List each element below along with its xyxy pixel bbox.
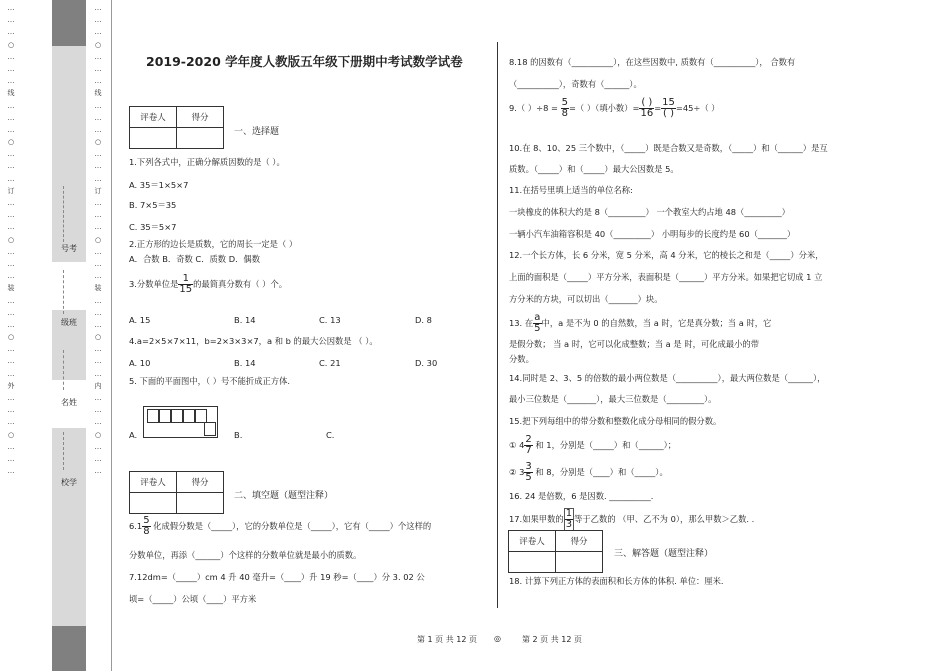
- question-9: [509, 98, 720, 119]
- question-3: [129, 274, 287, 295]
- cube-net-square: [183, 409, 195, 423]
- score-table-1: [129, 106, 224, 149]
- question-6-suffix: 化成假分数是（_____），它的分数单位是（_____），它有（_____）个这样的: [150, 521, 432, 531]
- question-5-option-a: A.: [129, 430, 138, 440]
- binding-mark: …: [7, 308, 15, 317]
- binding-mark: …: [7, 101, 15, 110]
- binding-mark: ○: [7, 333, 15, 342]
- fraction-1-3: [564, 508, 574, 531]
- question-9-equals: =: [654, 103, 662, 113]
- binding-mark: 线: [7, 89, 15, 98]
- question-2: 2.正方形的边长是质数，它的周长一定是（ ）: [129, 239, 298, 249]
- binding-mark: …: [94, 406, 102, 415]
- question-7: 7.12dm=（_____）cm 4 升 40 毫升=（____）升 19 秒=（____）分 3. 02 公: [129, 572, 425, 582]
- binding-mark: …: [7, 467, 15, 476]
- binding-mark: …: [7, 272, 15, 281]
- cube-net-square: [195, 409, 207, 423]
- cube-net-square: [171, 409, 183, 423]
- question-15: 15.把下列每组中的带分数和整数化成分母相同的假分数。: [509, 416, 722, 426]
- question-4-option-d: D. 30: [415, 358, 438, 368]
- binding-mark: …: [7, 406, 15, 415]
- fraction-denominator: 7: [525, 445, 532, 456]
- fraction-denominator: 15: [179, 284, 193, 295]
- binding-mark: 内: [94, 381, 102, 390]
- binding-mark: …: [7, 199, 15, 207]
- binding-mark: …: [94, 296, 102, 305]
- question-9-middle: =（ ）（填小数）=: [568, 103, 640, 113]
- binding-mark: …: [94, 418, 102, 427]
- binding-mark: …: [7, 223, 15, 232]
- question-15-item-2-suffix: 和 8，分别是（____）和（_____）。: [532, 467, 668, 477]
- binding-mark: 订: [7, 186, 15, 195]
- binding-mark: …: [94, 394, 102, 402]
- binding-mark: ○: [94, 333, 102, 342]
- binding-mark: ○: [94, 430, 102, 439]
- binding-mark: …: [7, 64, 15, 73]
- binding-mark: …: [7, 394, 15, 402]
- binding-mark: …: [7, 28, 15, 37]
- binding-marks-left: [5, 2, 17, 477]
- question-15-item-1-suffix: 和 1，分别是（_____）和（______）；: [532, 440, 677, 450]
- score-table-header-score: 得分: [177, 472, 224, 493]
- question-5-option-b: B.: [234, 430, 243, 440]
- score-table-header-grader: 评卷人: [130, 472, 177, 493]
- binding-mark: …: [94, 211, 102, 220]
- binding-mark: …: [94, 467, 102, 476]
- fraction-a-5: [533, 313, 541, 334]
- binding-mark: …: [94, 320, 102, 329]
- question-9-prefix: 9.（ ）÷8 =: [509, 103, 558, 113]
- fraction-denominator: 8: [561, 108, 568, 119]
- binding-mark: …: [7, 125, 15, 134]
- fraction-15-blank: [661, 98, 676, 119]
- field-label-exam-number: 号考: [61, 244, 77, 253]
- binding-mark: …: [7, 162, 15, 171]
- binding-mark: …: [7, 259, 15, 268]
- binding-strip-top: [52, 0, 86, 46]
- binding-mark: ○: [7, 235, 15, 244]
- question-6: [129, 516, 431, 537]
- fraction-3-5: [524, 462, 532, 483]
- binding-mark: 外: [7, 381, 15, 390]
- binding-mark: 线: [94, 89, 102, 98]
- score-table-cell[interactable]: [130, 128, 177, 149]
- question-11-item-b: 一辆小汽车油箱容积是 40（_________） 小明每步的长度约是 60（_______）: [509, 229, 796, 239]
- fraction-denominator: 3: [565, 519, 573, 530]
- question-2-options: A．合数 B．奇数 C．质数 D．偶数: [129, 254, 261, 264]
- score-table-3: [508, 530, 603, 573]
- binding-mark: …: [94, 64, 102, 73]
- fraction-numerator: a: [534, 312, 541, 323]
- binding-mark: …: [7, 150, 15, 159]
- binding-mark: …: [7, 211, 15, 220]
- question-5: 5. 下面的平面图中，（ ）号不能折成正方体.: [129, 376, 291, 386]
- fraction-denominator: 5: [525, 472, 532, 483]
- question-3-suffix: 的最简真分数有（ ）个。: [193, 279, 288, 289]
- cube-net-square: [204, 422, 216, 436]
- binding-mark: …: [7, 296, 15, 305]
- field-line-2: [63, 270, 76, 314]
- score-table-cell[interactable]: [509, 552, 556, 573]
- binding-mark: …: [94, 199, 102, 207]
- question-7-line-2: 顷=（_____）公顷（____）平方米: [129, 594, 257, 604]
- score-table-cell[interactable]: [556, 552, 603, 573]
- binding-mark: …: [94, 454, 102, 463]
- question-17-suffix: 等于乙数的 （甲、乙不为 0），那么甲数＞乙数. .: [574, 514, 755, 524]
- score-table-header-score: 得分: [177, 107, 224, 128]
- fraction-numerator: 15: [662, 97, 675, 108]
- fraction-numerator: ( ): [641, 97, 653, 108]
- question-8-line-2: （__________），奇数有（______）。: [509, 79, 642, 89]
- binding-mark: ○: [7, 40, 15, 49]
- binding-mark: ○: [7, 138, 15, 147]
- fraction-numerator: 5: [143, 515, 150, 526]
- question-4-option-c: C. 21: [319, 358, 341, 368]
- question-10-line-2: 质数。（_____）和（_____）最大公因数是 5。: [509, 164, 679, 174]
- binding-mark: 装: [94, 284, 102, 293]
- question-3-prefix: 3.分数单位是: [129, 279, 179, 289]
- page-footer-right: 第 2 页 共 12 页: [522, 635, 582, 644]
- question-15-item-1-prefix: ① 4: [509, 440, 525, 450]
- score-table-header-grader: 评卷人: [509, 531, 556, 552]
- field-label-school: 校学: [61, 478, 77, 487]
- cube-net-square: [159, 409, 171, 423]
- field-line-4: [63, 432, 76, 470]
- binding-strip-bottom: [52, 626, 86, 671]
- question-13-line-3: 分数。: [509, 354, 534, 364]
- binding-mark: …: [7, 77, 15, 86]
- question-4: 4.a=2×5×7×11，b=2×3×3×7，a 和 b 的最大公因数是 （ ）。: [129, 336, 378, 346]
- section-heading-1: 一、选择题: [234, 127, 280, 137]
- question-1-option-a: A. 35＝1×5×7: [129, 180, 189, 190]
- question-4-option-a: A. 10: [129, 358, 151, 368]
- binding-mark: …: [7, 320, 15, 329]
- binding-mark: …: [94, 4, 102, 12]
- field-line-3: [63, 350, 76, 390]
- question-1: 1.下列各式中，正确分解质因数的是（ ）。: [129, 157, 285, 167]
- binding-edge-line: [111, 0, 112, 671]
- binding-strip-body: [52, 46, 86, 626]
- binding-mark: …: [7, 454, 15, 463]
- section-heading-2: 二、填空题（题型注释）: [234, 491, 334, 501]
- fraction-numerator: 5: [561, 97, 568, 108]
- question-15-item-2-prefix: ② 3: [509, 467, 525, 477]
- binding-mark: 订: [94, 186, 102, 195]
- question-6-prefix: 6.1: [129, 521, 143, 531]
- binding-mark: …: [7, 369, 15, 378]
- question-15-item-2: [509, 462, 668, 483]
- score-table-2: [129, 471, 224, 514]
- question-16: 16. 24 是倍数，6 是因数. __________.: [509, 491, 654, 501]
- cube-net-square: [147, 409, 159, 423]
- fraction-numerator: 1: [178, 274, 193, 285]
- binding-mark: …: [94, 125, 102, 134]
- binding-mark: ○: [94, 138, 102, 147]
- question-12-line-2: 上面的面积是（_____）平方分米，表面积是（______）平方分米。如果把它切成 1 立: [509, 272, 823, 282]
- fraction-numerator: 3: [525, 461, 532, 472]
- binding-mark: …: [7, 442, 15, 451]
- fraction-2-7: [524, 435, 532, 456]
- binding-mark: …: [94, 442, 102, 451]
- question-13-suffix: 中，a 是不为 0 的自然数，当 a 时，它是真分数；当 a 时，它: [541, 318, 772, 328]
- fraction-denominator: 5: [534, 323, 541, 334]
- binding-mark: …: [7, 16, 15, 25]
- question-18: 18. 计算下列正方体的表面积和长方体的体积. 单位：厘米.: [509, 576, 724, 586]
- binding-mark: …: [94, 16, 102, 25]
- binding-mark: …: [94, 223, 102, 232]
- binding-mark: …: [94, 174, 102, 183]
- question-1-option-c: C. 35＝5×7: [129, 222, 177, 232]
- binding-mark: …: [94, 247, 102, 256]
- fraction-blank-16: [639, 98, 654, 119]
- question-10: 10.在 8、10、25 三个数中，（_____）既是合数又是奇数，（_____）和（______）是互: [509, 143, 828, 153]
- binding-mark: …: [94, 150, 102, 159]
- question-3-option-c: C. 13: [319, 315, 341, 325]
- binding-mark: …: [94, 357, 102, 366]
- binding-mark: …: [94, 77, 102, 86]
- binding-mark: …: [7, 174, 15, 183]
- binding-mark: …: [94, 308, 102, 317]
- question-5-option-c: C.: [326, 430, 335, 440]
- fraction-numerator: 2: [525, 434, 532, 445]
- question-1-option-b: B. 7×5＝35: [129, 200, 177, 210]
- score-table-header-grader: 评卷人: [130, 107, 177, 128]
- question-17: [509, 508, 754, 531]
- score-table-cell[interactable]: [130, 493, 177, 514]
- binding-mark: ○: [94, 40, 102, 49]
- binding-mark: …: [7, 52, 15, 61]
- field-label-class: 级班: [61, 318, 77, 327]
- score-table-header-score: 得分: [556, 531, 603, 552]
- binding-mark: 装: [7, 284, 15, 293]
- binding-mark: …: [94, 369, 102, 378]
- question-15-item-1: [509, 435, 676, 456]
- binding-mark: …: [94, 101, 102, 110]
- binding-mark: …: [7, 4, 15, 12]
- binding-mark: ○: [7, 430, 15, 439]
- question-14-line-2: 最小三位数是（_______），最大三位数是（_________）。: [509, 394, 717, 404]
- question-13: [509, 313, 771, 334]
- binding-mark: …: [7, 418, 15, 427]
- fraction-1-15: [178, 274, 193, 295]
- question-12: 12.一个长方体，长 6 分米，宽 5 分米，高 4 分米，它的棱长之和是（_____）分米，: [509, 250, 824, 260]
- question-6-line-2: 分数单位，再添（______）个这样的分数单位就是最小的质数。: [129, 550, 362, 560]
- question-12-line-3: 方分米的方块，可以切出（_______）块。: [509, 294, 663, 304]
- question-11-item-a: 一块橡皮的体积大约是 8（_________） 一个教室大约占地 48（_________）: [509, 207, 790, 217]
- fraction-5-8: [142, 516, 150, 537]
- question-14: 14.同时是 2、3、5 的倍数的最小两位数是（__________），最大两位数是（______），: [509, 373, 826, 383]
- question-11: 11.在括号里填上适当的单位名称:: [509, 185, 633, 195]
- binding-mark: …: [94, 272, 102, 281]
- page-footer-separator: ◎: [494, 634, 501, 643]
- question-13-line-2: 是假分数； 当 a 时，它可以化成整数；当 a 是 时，可化成最小的带: [509, 339, 760, 349]
- binding-mark: …: [7, 113, 15, 122]
- fraction-denominator: 16: [640, 108, 654, 119]
- section-heading-3: 三、解答题（题型注释）: [614, 549, 714, 559]
- question-3-option-a: A. 15: [129, 315, 151, 325]
- binding-mark: ○: [94, 235, 102, 244]
- question-9-suffix: =45÷（ ）: [675, 103, 720, 113]
- fraction-denominator: 8: [143, 526, 150, 537]
- question-8: 8.18 的因数有（__________），在这些因数中, 质数有（__________）， 合数有: [509, 57, 796, 67]
- binding-mark: …: [94, 259, 102, 268]
- binding-marks-right: [92, 2, 104, 477]
- field-line-1: [63, 186, 76, 242]
- binding-mark: …: [94, 162, 102, 171]
- fraction-numerator: 1: [565, 508, 573, 519]
- score-table-cell[interactable]: [177, 128, 224, 149]
- fraction-denominator: ( ): [663, 108, 675, 119]
- score-table-cell[interactable]: [177, 493, 224, 514]
- binding-mark: …: [7, 247, 15, 256]
- binding-mark: …: [7, 357, 15, 366]
- binding-mark: …: [94, 28, 102, 37]
- question-13-prefix: 13. 在: [509, 318, 534, 328]
- page-footer-left: 第 1 页 共 12 页: [417, 635, 477, 644]
- binding-mark: …: [94, 345, 102, 354]
- question-3-option-b: B. 14: [234, 315, 256, 325]
- binding-mark: …: [94, 52, 102, 61]
- question-3-option-d: D. 8: [415, 315, 432, 325]
- field-label-name: 名姓: [61, 398, 77, 407]
- question-4-option-b: B. 14: [234, 358, 256, 368]
- page-title: 2019-2020 学年度人教版五年级下册期中考试数学试卷: [146, 54, 463, 69]
- binding-mark: …: [94, 113, 102, 122]
- column-divider: [497, 42, 498, 608]
- binding-mark: …: [7, 345, 15, 354]
- question-17-prefix: 17.如果甲数的: [509, 514, 564, 524]
- fraction-5-8: [561, 98, 569, 119]
